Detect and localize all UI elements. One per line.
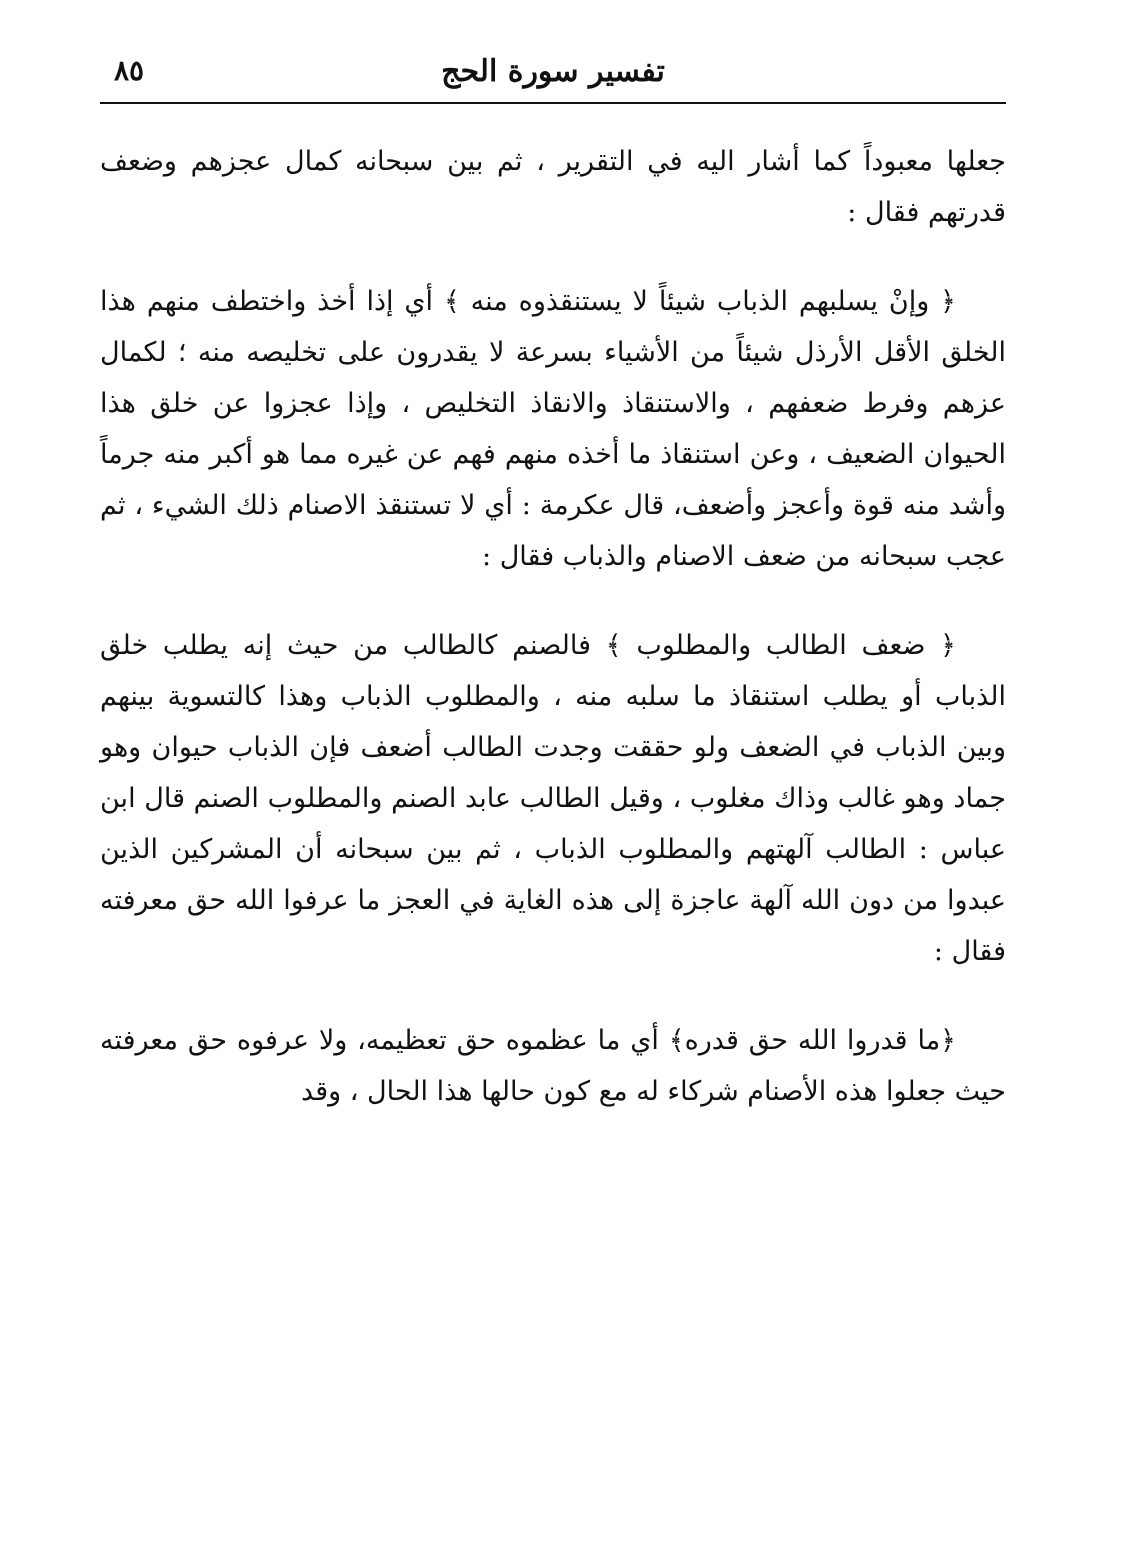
paragraph-fly-verse: ﴿ وإنْ يسلبهم الذباب شيئاً لا يستنقذوه منه ﴾ أي إذا أخذ واختطف منهم هذا الخلق الأقل الأرذل شيئاً من الأشياء بسرعة لا يقدرون على تخليصه منه ؛ لكمال عزهم وفرط ضعفهم ، والاستنقاذ والانقاذ التخليص ، وإذا عجزوا عن خلق هذا الحيوان الضعيف ، وعن استنقاذ ما أخذه منهم فهم عن غيره مما هو أكبر منه جرماً وأشد منه قوة وأعجز وأضعف، قال عكرمة : أي لا تستنقذ الاصنام ذلك الشيء ، ثم عجب سبحانه من ضعف الاصنام والذباب فقال :	[100, 286, 1006, 572]
page-number: ٨٥	[114, 54, 145, 87]
body-text	[100, 136, 1006, 1117]
page-header	[100, 52, 1006, 104]
paragraph-continuation: جعلها معبوداً كما أشار اليه في التقرير ، ثم بين سبحانه كمال عجزهم وضعف قدرتهم فقال :	[100, 146, 1006, 228]
paragraph-estimation-verse: ﴿ما قدروا الله حق قدره﴾ أي ما عظموه حق تعظيمه، ولا عرفوه حق معرفته حيث جعلوا هذه الأصنام شركاء له مع كون حالها هذا الحال ، وقد	[100, 1025, 1006, 1107]
paragraph-weakness-verse: ﴿ ضعف الطالب والمطلوب ﴾ فالصنم كالطالب من حيث إنه يطلب خلق الذباب أو يطلب استنقاذ ما سلبه منه ، والمطلوب الذباب وهذا كالتسوية بينهم وبين الذباب في الضعف ولو حققت وجدت الطالب أضعف فإن الذباب حيوان وهو جماد وهو غالب وذاك مغلوب ، وقيل الطالب عابد الصنم والمطلوب الصنم قال ابن عباس : الطالب آلهتهم والمطلوب الذباب ، ثم بين سبحانه أن المشركين الذين عبدوا من دون الله آلهة عاجزة إلى هذه الغاية في العجز ما عرفوا الله حق معرفته فقال :	[100, 630, 1006, 967]
running-title: تفسير سورة الحج	[441, 54, 665, 89]
header-rule	[100, 102, 1006, 104]
